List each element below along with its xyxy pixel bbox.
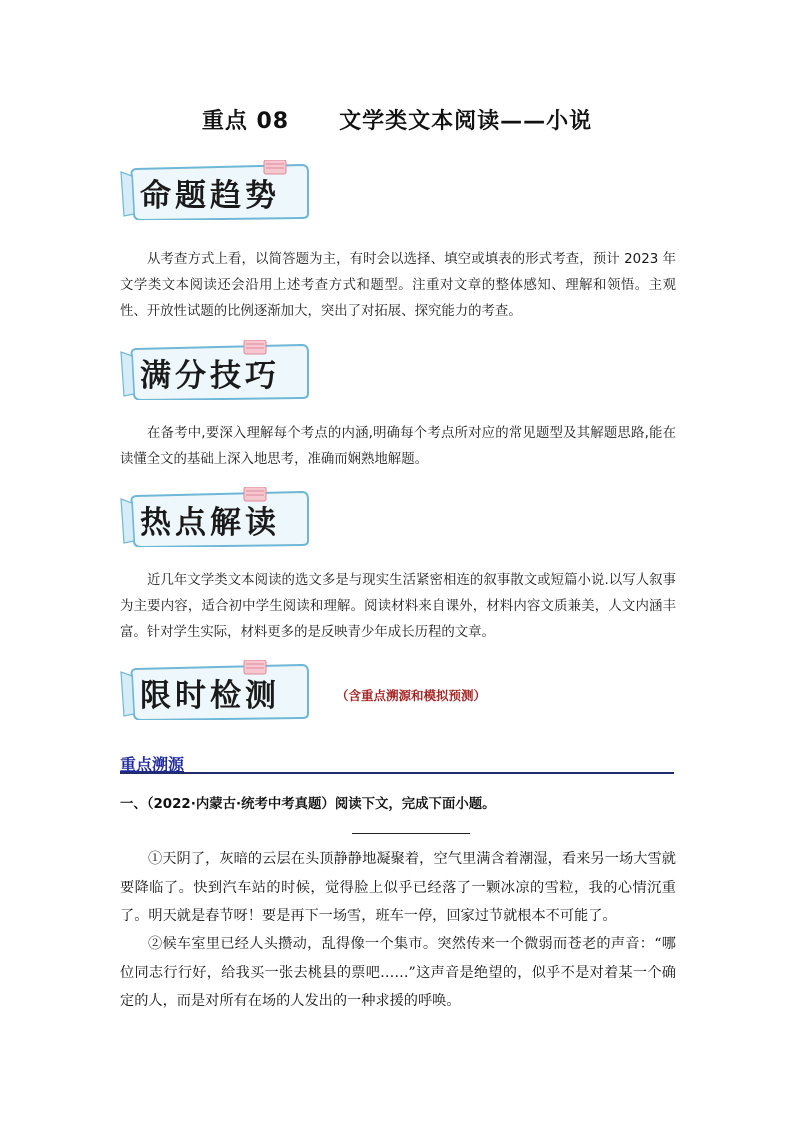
section-heading (120, 752, 674, 774)
tips-paragraph: 在备考中,要深入理解每个考点的内涵,明确每个考点所对应的常见题型及其解题思路,能在读懂全文的基础上深入地思考，准确而娴熟地解题。 (120, 426, 676, 467)
page-title (0, 104, 794, 135)
banner-tips (118, 340, 312, 400)
hotspot-paragraph: 近几年文学类文本阅读的选文多是与现实生活紧密相连的叙事散文或短篇小说.以写人叙事为主要内容，适合初中学生阅读和理解。阅读材料来自课外，材料内容文质兼美，人文内涵丰富。针对学生实际，材料更多的是反映青少年成长历程的文章。 (120, 573, 676, 640)
banner-label: 满分技巧 (140, 358, 280, 394)
trend-paragraph: 从考查方式上看，以简答题为主，有时会以选择、填空或填表的形式考查，预计 2023 年文学类文本阅读还会沿用上述考查方式和题型。注重对文章的整体感知、理解和领悟。主观性、开放性试题的比例逐渐加大，突出了对拓展、探究能力的考查。 (120, 252, 676, 319)
story-paragraph: ①天阴了，灰暗的云层在头顶静静地凝聚着，空气里满含着潮湿，看来另一场大雪就要降临了。快到汽车站的时候，觉得脸上似乎已经落了一颗冰凉的雪粒，我的心情沉重了。明天就是春节呀！要是再下一场雪，班车一停，回家过节就根本不可能了。 (120, 851, 676, 924)
section-heading-text: 重点溯源 (120, 755, 185, 774)
banner-label: 命题趋势 (140, 178, 280, 214)
banner-label: 限时检测 (140, 678, 280, 714)
divider (352, 833, 470, 834)
banner-test (118, 660, 312, 720)
question-prompt: 一、（2022·内蒙古·统考中考真题）阅读下文，完成下面小题。 (120, 797, 496, 812)
story-paragraph: ②候车室里已经人头攒动，乱得像一个集市。突然传来一个微弱而苍老的声音：“哪位同志行行好，给我买一张去桃县的票吧……”这声音是绝望的，似乎不是对着某一个确定的人，而是对所有在场的人发出的一种求援的呼唤。 (120, 936, 676, 1009)
banner-trend (118, 160, 312, 220)
title-main: 文学类文本阅读——小说 (339, 109, 593, 134)
banner-label: 热点解读 (140, 505, 280, 541)
banner-hotspot (118, 487, 312, 547)
title-prefix: 重点 08 (201, 109, 290, 134)
test-note: （含重点溯源和模拟预测） (336, 688, 487, 703)
